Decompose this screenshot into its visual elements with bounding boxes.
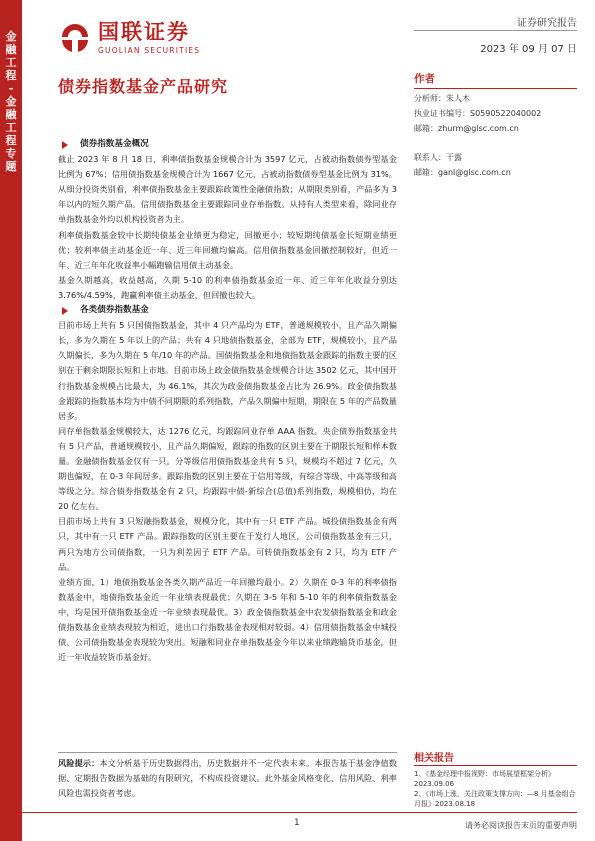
document-type: 证券研究报告 xyxy=(517,18,577,29)
side-band-char: 工 xyxy=(5,121,17,134)
contact-email: 邮箱：ganl@glsc.com.cn xyxy=(414,168,511,177)
footer-divider xyxy=(22,812,577,813)
author-heading: 作者 xyxy=(414,72,577,89)
report-title: 债券指数基金产品研究 xyxy=(58,77,229,96)
analyst-email: 邮箱：zhurm@glsc.com.cn xyxy=(414,124,519,133)
analyst-name: 分析师：朱人木 xyxy=(414,94,470,103)
logo-english-name: GUOLIAN SECURITIES xyxy=(98,46,201,55)
risk-warning xyxy=(58,756,397,801)
header-divider xyxy=(414,30,577,31)
risk-divider xyxy=(58,752,397,753)
logo-chinese-name: 国联证券 xyxy=(98,20,190,44)
page-number: 1 xyxy=(294,818,300,828)
triangle-bullet-icon xyxy=(62,141,68,149)
paragraph: 目前市场上共有 5 只国债指数基金，其中 4 只产品均为 ETF，普通规模较小，且产品久期偏长，多为久期在 5 年以上的产品；共有 4 只地债指数基金，全部为 ETF，规模较小，且产品久期偏长，多为久期在 5 年/10 年的产品。国债指数基金和地债指数基金跟踪的指数主要的区别在于剩余期限长短和上市地。目前市场上政金债指数基金规模合计达 3502 亿元，其中国开行指数基金规模占比最大，为 46.1%，其次为政金债指数基金占比为 26.9%。政金债指数基金跟踪的指数基本均为中债不同期限的系列指数，产品久期偏中短期，期限在 5 年的产品数量居多。 xyxy=(58,320,397,421)
side-band-char: 融 xyxy=(5,108,17,121)
side-band-label xyxy=(3,30,19,173)
side-band-char: 专 xyxy=(5,147,17,160)
side-band-char: 程 xyxy=(5,69,17,82)
logo-mark-icon xyxy=(58,20,92,54)
section-heading: 各类债券指数基金 xyxy=(58,303,397,318)
disclaimer-note: 请务必阅读报告末页的重要声明 xyxy=(465,821,577,830)
paragraph: 目前市场上共有 3 只短融指数基金，规模分化，其中有一只 ETF 产品。城投债指数基金有两只，其中有一只 ETF 产品。跟踪指数的区别主要在于发行人地区，公司债指数基金有三只，两只为地方公司债指数，一只为利差因子 ETF 产品。可转债指数基金有 2 只，均为 ETF 产品。 xyxy=(58,516,397,572)
report-date: 2023 年 09 月 07 日 xyxy=(480,44,577,55)
related-report-link[interactable]: 2、《市场上涨，关注政策支撑方向：—8 月基金组合月报》2023.08.18 xyxy=(414,790,576,808)
section-heading: 债券指数基金概况 xyxy=(58,137,397,152)
paragraph: 基金久期越高，收益越高，久期 5-10 的利率债指数基金近一年、近三年年化收益分别达 3.76%/4.59%，跑赢利率债主动基金，但回撤也较大。 xyxy=(58,274,397,300)
related-reports xyxy=(414,754,577,809)
report-summary xyxy=(58,137,397,665)
certificate-number: 执业证书编号：S0590522040002 xyxy=(414,109,542,118)
triangle-bullet-icon xyxy=(62,307,68,315)
contact-name: 联系人：干露 xyxy=(414,153,462,162)
side-band-char: 融 xyxy=(5,43,17,56)
author-panel xyxy=(414,72,577,180)
risk-label: 风险提示： xyxy=(58,758,100,768)
side-band-char: 工 xyxy=(5,56,17,69)
paragraph: 同存单指数基金规模较大，达 1276 亿元，均跟踪同业存单 AAA 指数。央企债券指数基金共有 5 只产品，普通规模较小，且产品久期偏短，跟踪的指数的区别主要在于期限长短和样本数量。金融债指数基金仅有一只。分等级信用债指数基金共有 5 只，规模均不超过 7 亿元，久期也偏短，在 0-3 年间居多。跟踪指数的区别主要在于信用等级，有综合等级、中高等级和高等级之分。综合债券指数基金有 2 只，均跟踪中债-新综合(总值)系列指数，规模相仿，均在 20 亿左右。 xyxy=(58,425,397,512)
side-band-char: 程 xyxy=(5,134,17,147)
side-band-char: - xyxy=(8,82,14,95)
related-heading: 相关报告 xyxy=(414,754,577,766)
side-band-char: 金 xyxy=(5,95,17,108)
paragraph: 利率债指数基金较中长期纯债基金业绩更为稳定，回撤更小；较短期纯债基金长短期业绩更优；较利率债主动基金近一年、近三年回撤均偏高。信用债指数基金回撤控制较好，但近一年、近三年年化收益率小幅跑输信用债主动基金。 xyxy=(58,229,397,270)
side-band-char: 金 xyxy=(5,30,17,43)
company-logo xyxy=(58,20,200,58)
side-band xyxy=(0,0,22,841)
risk-text: 本文分析基于历史数据得出，历史数据并不一定代表未来。本报告基于基金净值数据、定期报告数据为基础的有限研究，不构成投资建议。此外基金风格变化、信用风险、利率风险也需投资者考虑。 xyxy=(58,758,397,798)
paragraph: 业绩方面，1）地债指数基金各类久期产品近一年回撤均最小。2）久期在 0-3 年的利率债指数基金中，地债指数基金近一年业绩表现最优；久期在 3-5 年和 5-10 年的利率债指数基金中，均是国开债指数基金近一年业绩表现最优。3）政金债指数基金中农发债指数基金和政金债指数基金业绩表现较为相近，进出口行指数基金表现相对较弱。4）信用债指数基金中城投债、公司债指数基金表现较为突出。短融和同业存单指数基金今年以来业绩跑输货币基金，但近一年收益较货币基金好。 xyxy=(58,576,397,663)
side-band-char: 题 xyxy=(5,160,17,173)
paragraph: 截止 2023 年 8 月 18 日，利率债指数基金规模合计为 3597 亿元，占被动指数债券型基金比例为 67%；信用债指数基金规模合计为 1667 亿元，占被动指数债券型基金比例为 31%。从细分投资类别看，利率债指数基金主要跟踪政策性金融债指数；从期限类别看，产品多为 3 年以内的短久期产品。信用债指数基金主要跟踪同业存单指数。从持有人类型来看，除同业存单指数基金外均以机构投资者为主。 xyxy=(58,154,397,225)
related-report-link[interactable]: 1、《基金经理中报视野：市场展望框架分析》2023.09.06 xyxy=(414,770,555,788)
